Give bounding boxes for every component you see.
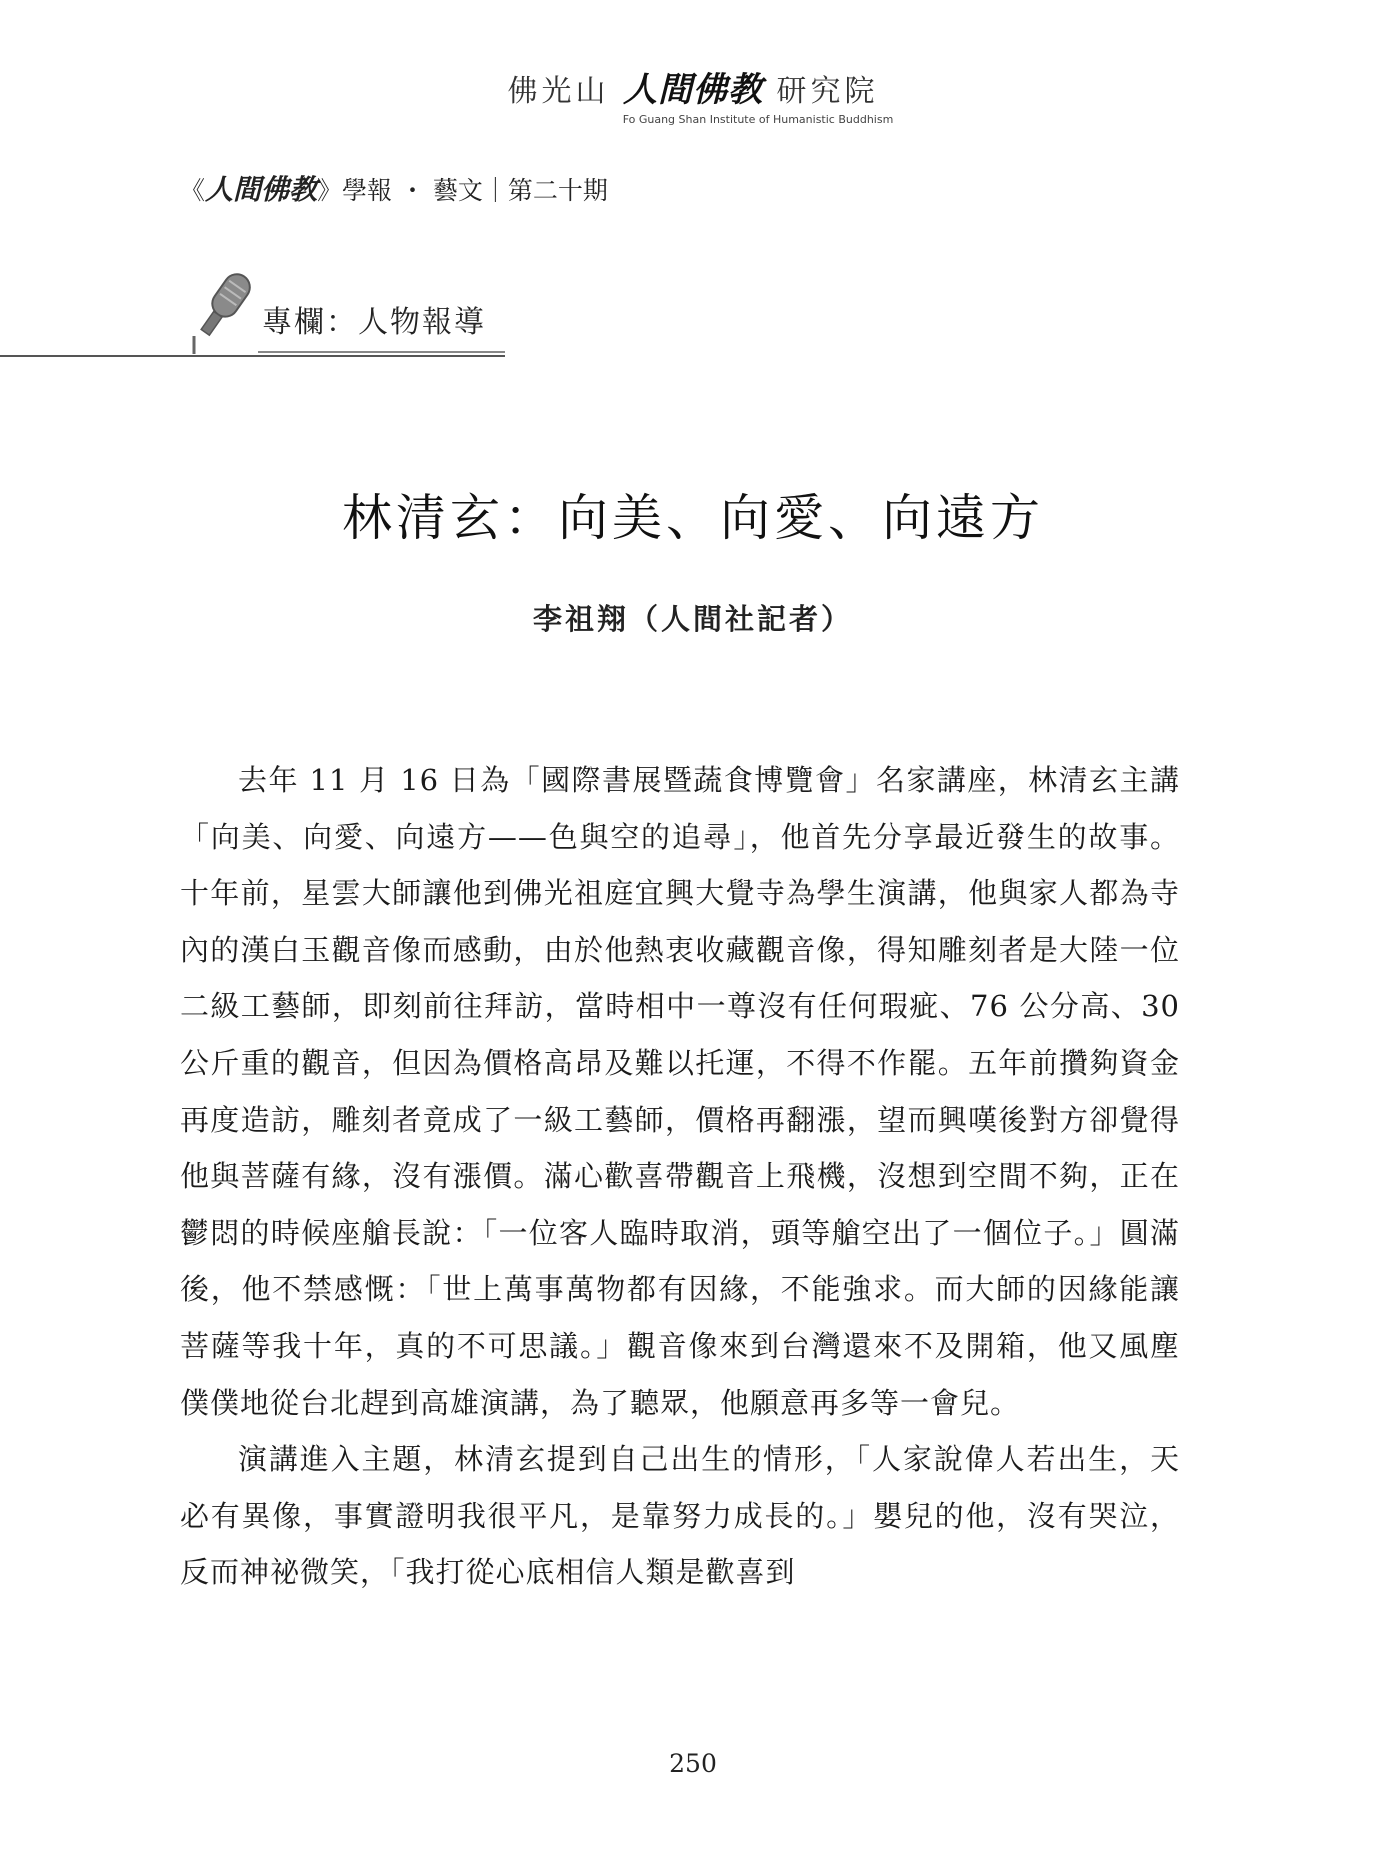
- institute-name: [0, 62, 1386, 111]
- section-divider: [0, 355, 505, 357]
- institute-prefix: 佛光山: [507, 74, 610, 109]
- paragraph: 去年 11 月 16 日為「國際書展暨蔬食博覽會」名家講座，林清玄主講「向美、向愛、向遠方——色與空的追尋」，他首先分享最近發生的故事。十年前，星雲大師讓他到佛光祖庭宜興大覺寺為學生演講，他與家人都為寺內的漢白玉觀音像而感動，由於他熱衷收藏觀音像，得知雕刻者是大陸一位二級工藝師，即刻前往拜訪，當時相中一尊沒有任何瑕疵、76 公分高、30 公斤重的觀音，但因為價格高昂及難以托運，不得不作罷。五年前攢夠資金再度造訪，雕刻者竟成了一級工藝師，價格再翻漲，望而興嘆後對方卻覺得他與菩薩有緣，沒有漲價。滿心歡喜帶觀音上飛機，沒想到空間不夠，正在鬱悶的時候座艙長說：「一位客人臨時取消，頭等艙空出了一個位子。」圓滿後，他不禁感慨：「世上萬事萬物都有因緣，不能強求。而大師的因緣能讓菩薩等我十年，真的不可思議。」觀音像來到台灣還來不及開箱，他又風塵僕僕地從台北趕到高雄演講，為了聽眾，他願意再多等一會兒。: [180, 763, 1180, 1420]
- article-title: 林清玄：向美、向愛、向遠方: [342, 489, 1044, 547]
- journal-brand: 人間佛教: [205, 173, 318, 206]
- page-number: 250: [669, 1749, 717, 1778]
- institute-english-name: Fo Guang Shan Institute of Humanistic Buddhism: [622, 113, 894, 126]
- journal-open-bracket: 《: [180, 176, 206, 205]
- journal-issue: 》學報 ・ 藝文｜第二十期: [317, 176, 608, 205]
- microphone-icon: [180, 266, 260, 356]
- journal-running-head: [180, 168, 608, 208]
- institute-brand: 人間佛教: [623, 70, 763, 110]
- article-body: [180, 752, 1180, 1601]
- column-label: 專欄：人物報導: [262, 305, 486, 340]
- column-underline: [258, 351, 505, 353]
- institute-header: [0, 62, 1386, 126]
- article-byline: 李祖翔（人間社記者）: [532, 602, 853, 636]
- institute-suffix: 研究院: [776, 74, 879, 109]
- paragraph: 演講進入主題，林清玄提到自己出生的情形，「人家說偉人若出生，天必有異像，事實證明我很平凡，是靠努力成長的。」嬰兒的他，沒有哭泣，反而神祕微笑，「我打從心底相信人類是歡喜到: [180, 1442, 1180, 1590]
